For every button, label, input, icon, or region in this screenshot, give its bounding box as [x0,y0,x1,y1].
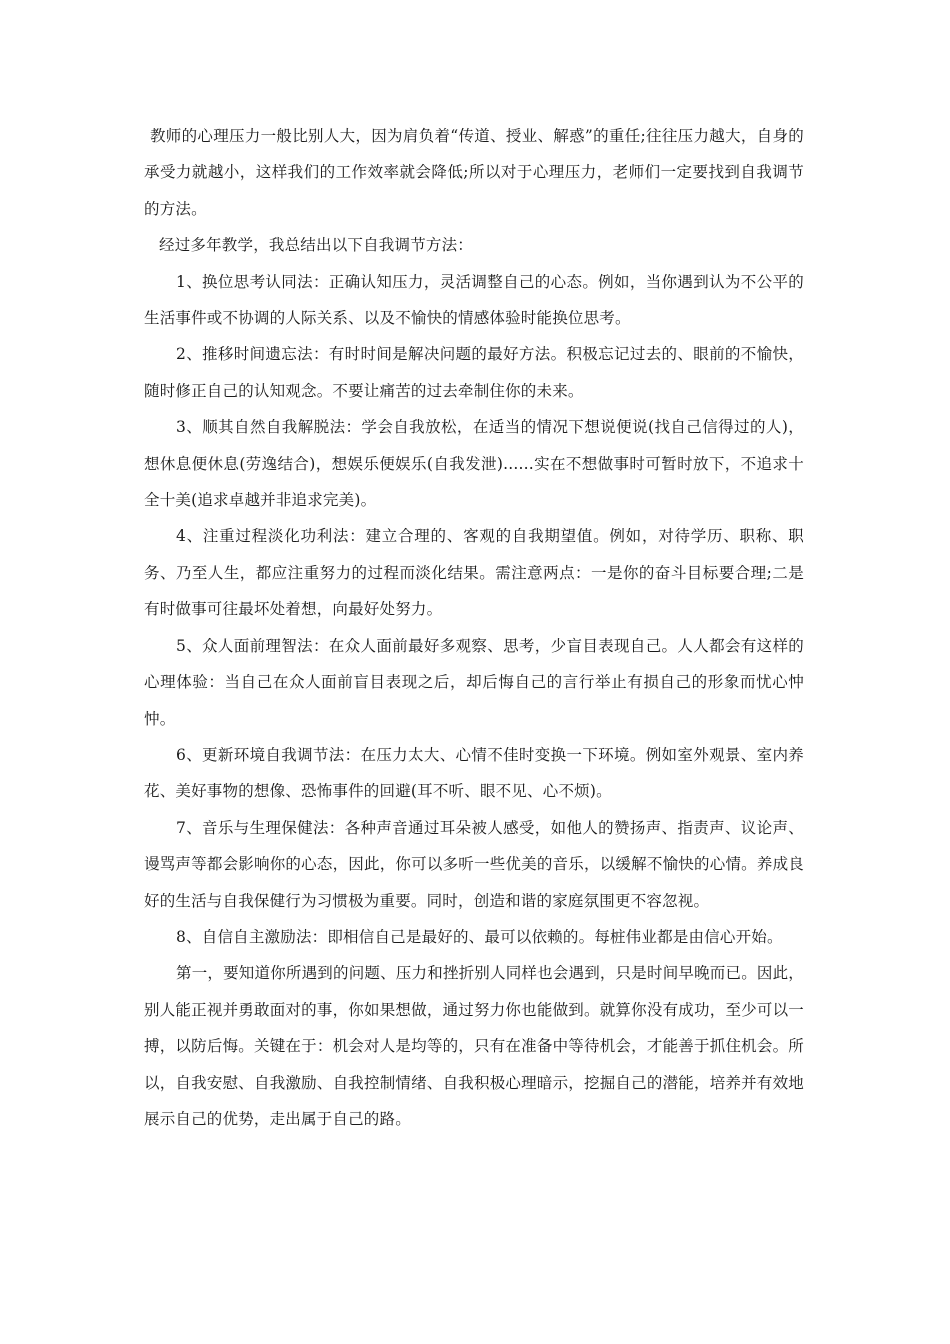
paragraph-method-5: 5、众人面前理智法：在众人面前最好多观察、思考，少盲目表现自己。人人都会有这样的心理体验：当自己在众人面前盲目表现之后，却后悔自己的言行举止有损自己的形象而忧心忡忡。 [144,636,804,728]
paragraph-method-3: 3、顺其自然自我解脱法：学会自我放松，在适当的情况下想说便说(找自己信得过的人)，想休息便休息(劳逸结合)，想娱乐便娱乐(自我发泄)......实在不想做事时可暂时放下，不追求十全十美(追求卓越并非追求完美)。 [144,418,804,510]
paragraph-first-point: 第一，要知道你所遇到的问题、压力和挫折别人同样也会遇到，只是时间早晚而已。因此，别人能正视并勇敢面对的事，你如果想做，通过努力你也能做到。就算你没有成功，至少可以一搏，以防后悔。关键在于：机会对人是均等的，只有在准备中等待机会，才能善于抓住机会。所以，自我安慰、自我激励、自我控制情绪、自我积极心理暗示，挖掘自己的潜能，培养并有效地展示自己的优势，走出属于自己的路。 [144,964,805,1128]
paragraph-method-2: 2、推移时间遗忘法：有时时间是解决问题的最好方法。积极忘记过去的、眼前的不愉快，随时修正自己的认知观念。不要让痛苦的过去牵制住你的未来。 [144,345,804,400]
document-body [144,118,804,1137]
paragraph-method-4: 4、注重过程淡化功利法：建立合理的、客观的自我期望值。例如，对待学历、职称、职务、乃至人生，都应注重努力的过程而淡化结果。需注意两点：一是你的奋斗目标要合理;二是有时做事可往最坏处着想，向最好处努力。 [144,527,804,619]
paragraph-method-8: 8、自信自主激励法：即相信自己是最好的、最可以依赖的。每桩伟业都是由信心开始。 [176,927,783,946]
paragraph-method-6: 6、更新环境自我调节法：在压力太大、心情不佳时变换一下环境。例如室外观景、室内养花、美好事物的想像、恐怖事件的回避(耳不听、眼不见、心不烦)。 [144,745,804,801]
paragraph-intro: 教师的心理压力一般比别人大，因为肩负着“传道、授业、解惑”的重任;往往压力越大，自身的承受力就越小，这样我们的工作效率就会降低;所以对于心理压力，老师们一定要找到自我调节的方法。 [144,127,804,218]
paragraph-method-1: 1、换位思考认同法：正确认知压力，灵活调整自己的心态。例如，当你遇到认为不公平的生活事件或不协调的人际关系、以及不愉快的情感体验时能换位思考。 [144,272,804,328]
paragraph-method-7: 7、音乐与生理保健法：各种声音通过耳朵被人感受，如他人的赞扬声、指责声、议论声、谩骂声等都会影响你的心态，因此，你可以多听一些优美的音乐，以缓解不愉快的心情。养成良好的生活与自我保健行为习惯极为重要。同时，创造和谐的家庭氛围更不容忽视。 [144,818,804,910]
paragraph-lead-in: 经过多年教学，我总结出以下自我调节方法： [159,236,474,255]
